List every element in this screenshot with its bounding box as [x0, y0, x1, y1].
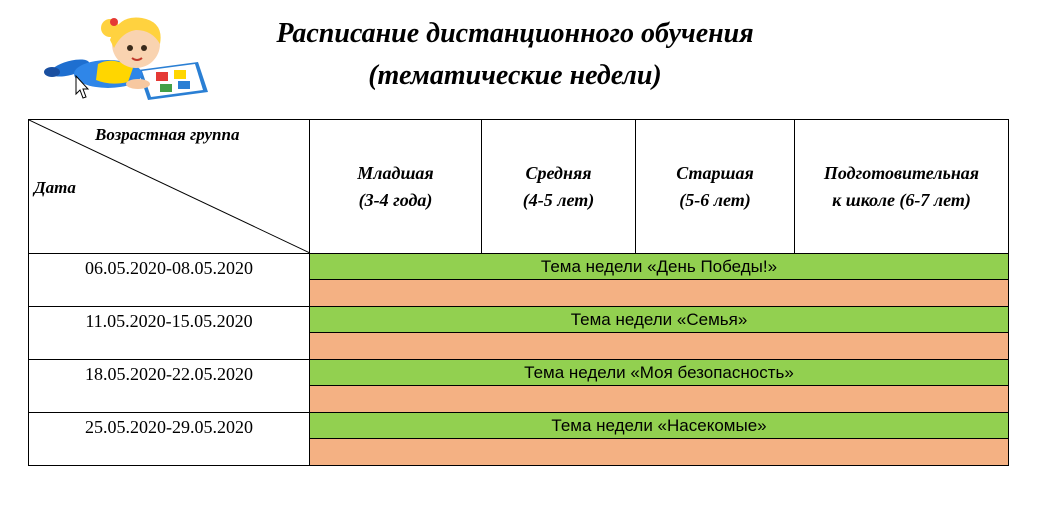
band-cell	[310, 386, 1009, 413]
date-cell: 25.05.2020-29.05.2020	[29, 413, 310, 466]
band-cell	[310, 439, 1009, 466]
group-name: Старшая	[676, 163, 754, 184]
theme-cell: Тема недели «Моя безопасность»	[310, 360, 1009, 386]
group-header-middle	[482, 120, 636, 254]
page-subtitle: (тематические недели)	[368, 60, 662, 91]
group-ages: (5-6 лет)	[679, 189, 751, 210]
table-row	[29, 307, 1009, 333]
table-row	[29, 413, 1009, 439]
band-cell	[310, 333, 1009, 360]
theme-cell: Тема недели «День Победы!»	[310, 254, 1009, 280]
schedule-table	[28, 119, 1009, 466]
table-row	[29, 360, 1009, 386]
date-cell: 11.05.2020-15.05.2020	[29, 307, 310, 360]
date-label: Дата	[34, 178, 76, 197]
group-header-senior	[636, 120, 795, 254]
child-reading-book-icon	[38, 8, 214, 106]
group-name: Подготовительная	[823, 163, 980, 184]
group-ages: (3-4 года)	[358, 189, 433, 210]
band-cell	[310, 280, 1009, 307]
age-group-label: Возрастная группа	[95, 125, 240, 144]
group-ages: к школе (6-7 лет)	[832, 189, 971, 210]
header-row	[29, 120, 1009, 254]
group-name: Младшая	[357, 163, 434, 184]
group-header-preparatory	[795, 120, 1009, 254]
date-cell: 06.05.2020-08.05.2020	[29, 254, 310, 307]
date-cell: 18.05.2020-22.05.2020	[29, 360, 310, 413]
group-header-junior	[310, 120, 482, 254]
theme-cell: Тема недели «Насекомые»	[310, 413, 1009, 439]
corner-cell	[29, 120, 310, 254]
group-name: Средняя	[525, 163, 592, 184]
table-row	[29, 254, 1009, 280]
theme-cell: Тема недели «Семья»	[310, 307, 1009, 333]
page-title: Расписание дистанционного обучения	[276, 18, 754, 49]
group-ages: (4-5 лет)	[522, 189, 595, 210]
